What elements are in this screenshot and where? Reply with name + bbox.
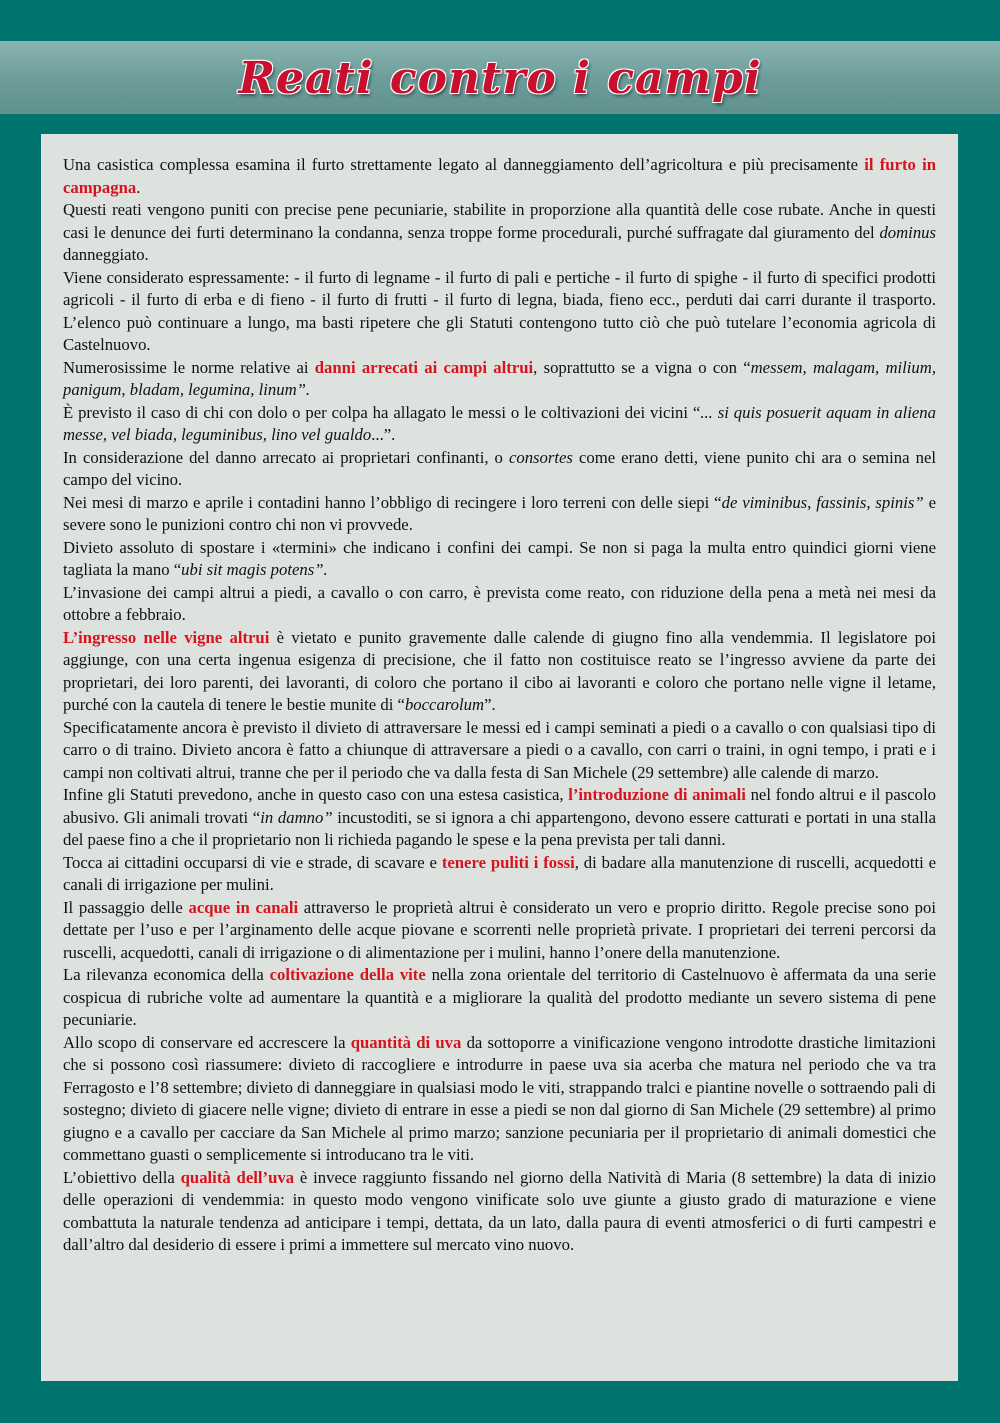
highlighted-phrase: quantità di uva [350, 1032, 462, 1052]
highlighted-phrase: danni arrecati ai campi altrui [314, 357, 534, 377]
latin-quote: dominus [879, 222, 936, 242]
text-run: Viene considerato espressamente: - il furto di legname - il furto di pali e pertiche - il furto di spighe - il furto di specifici prodotti agricoli - il furto di erba e di fieno - il furto di frutti - il furto di legna, biada, fieno ecc., perduti dai carri durante il trasporto. L’elenco può continuare a lungo, ma basti ripetere che gli Statuti contengono tutto ciò che può tutelare l’economia agricola di Castelnuovo. [63, 267, 936, 354]
paragraph [63, 267, 936, 357]
paragraph [63, 357, 936, 402]
latin-quote: messem, malagam, milium, panigum, bladam, legumina, linum”. [63, 357, 936, 399]
paragraph [63, 447, 936, 492]
paragraph [63, 852, 936, 897]
text-run: L’invasione dei campi altrui a piedi, a cavallo o con carro, è prevista come reato, con riduzione della pena a metà nei mesi da ottobre a febbraio. [63, 582, 936, 624]
text-panel [41, 134, 958, 1381]
text-run: da sottoporre a vinificazione vengono introdotte drastiche limitazioni che si possono così riassumere: divieto di raccogliere e introdurre in paese uva sia acerba che matura nel periodo che va tra Ferragosto e l’8 settembre; divieto di danneggiare in qualsiasi modo le viti, strappando tralci e piantine novelle o sottraendo pali di sostegno; divieto di giacere nelle vigne; divieto di entrare in esse a piedi se non dal giorno di San Michele (29 settembre) al primo giugno e a cavallo per cacciare da San Michele al primo marzo; sanzione pecuniaria per il proprietario di animali domestici che commettano guasti o semplicemente si introducano tra le viti. [63, 1032, 936, 1164]
text-run: È previsto il caso di chi con dolo o per colpa ha allagato le messi o le coltivazioni dei vicini “ [63, 402, 701, 422]
text-run: incustoditi, se si ignora a chi appartengono, devono essere catturati e portati in una stalla del paese fino a che il proprietario non li richieda pagando le spese e la pena prevista per tali danni. [63, 807, 936, 849]
latin-quote: consortes [508, 447, 573, 467]
text-run: Nei mesi di marzo e aprile i contadini hanno l’obbligo di recingere i loro terreni con delle siepi “ [63, 492, 722, 512]
text-run: , soprattutto se a vigna o con “ [533, 357, 751, 377]
text-run: Infine gli Statuti prevedono, anche in questo caso con una estesa casistica, [63, 785, 569, 804]
text-run: , di badare alla manutenzione di ruscelli, acquedotti e canali di irrigazione per mulini. [63, 852, 936, 894]
paragraph-list [63, 154, 936, 1257]
latin-quote: ... si quis posuerit aquam in aliena messe, vel biada, leguminibus, lino vel gualdo [63, 402, 936, 444]
text-run: nella zona orientale del territorio di Castelnuovo è affermata da una serie cospicua di rubriche volte ad aumentare la quantità e a migliorare la qualità del prodotto mediante un severo sistema di pene pecuniarie. [63, 965, 937, 1029]
paragraph [63, 1167, 936, 1257]
text-run: Divieto assoluto di spostare i «termini» che indicano i confini dei campi. Se non si paga la multa entro quindici giorni viene tagliata la mano “ [63, 537, 936, 579]
paragraph [63, 784, 936, 852]
text-run: ”. [484, 695, 496, 714]
text-run: nel fondo altrui e il pascolo abusivo. Gli animali trovati “ [63, 785, 936, 827]
text-run: danneggiato. [63, 245, 149, 264]
text-run: è vietato e punito gravemente dalle calende di giugno fino alla vendemmia. Il legislatore poi aggiunge, con una certa ingenua esigenza di precisione, che il fatto non costituisce reato se l’ingresso avviene da parte dei proprietari, dei loro parenti, dei lavoranti, di coloro che portano il cibo ai lavoranti e coloro che portano nelle vigne il letame, purché con la cautela di tenere le bestie munite di “ [63, 627, 936, 714]
text-run: . [136, 177, 141, 197]
latin-quote: de viminibus, fassinis, spinis” [721, 492, 924, 512]
latin-quote: boccarolum [404, 695, 485, 714]
text-run: è invece raggiunto fissando nel giorno della Natività di Maria (8 settembre) la data di inizio delle operazioni di vendemmia: in questo modo vengono vinificate solo uve giunte a giusto grado di maturazione e viene combattuta la naturale tendenza ad anticipare i tempi, dettata, da un lato, dalla paura di eventi atmosferici o di furti campestri e dall’altro dal desiderio di essere i primi a immettere sul mercato vino nuovo. [63, 1167, 936, 1254]
highlighted-phrase: il furto in campagna [63, 155, 936, 197]
text-run: Allo scopo di conservare ed accrescere la [63, 1032, 351, 1052]
page-title: Reati contro i campi [238, 52, 762, 104]
paragraph [63, 717, 936, 785]
text-run: come erano detti, viene punito chi ara o semina nel campo del vicino. [63, 447, 936, 489]
paragraph [63, 897, 936, 965]
highlighted-phrase: acque in canali [188, 897, 299, 917]
paragraph [63, 154, 936, 199]
text-run: Questi reati vengono puniti con precise pene pecuniarie, stabilite in proporzione alla quantità delle cose rubate. Anche in questi casi le denunce dei furti determinano la condanna, senza troppe forme procedurali, purché suffragate dal giuramento del [63, 200, 936, 242]
text-run: Numerosissime le norme relative ai [63, 357, 315, 377]
paragraph [63, 627, 936, 717]
text-run: Specificatamente ancora è previsto il divieto di attraversare le messi ed i campi seminati a piedi o a cavallo o con qualsiasi tipo di carro o di traino. Divieto ancora è fatto a chiunque di attraversare a piedi o a cavallo, con carri o traini, in ogni tempo, i prati e i campi non coltivati altrui, tranne che per il periodo che va dalla festa di San Michele (29 settembre) alle calende di marzo. [63, 717, 936, 782]
text-run: e severe sono le punizioni contro chi non vi provvede. [63, 492, 937, 534]
text-run: Tocca ai cittadini occuparsi di vie e strade, di scavare e [63, 852, 442, 872]
highlighted-phrase: L’ingresso nelle vigne altrui [63, 627, 270, 647]
text-run: La rilevanza economica della [63, 965, 270, 984]
latin-quote: ubi sit magis potens”. [181, 560, 328, 579]
latin-quote: in damno” [260, 807, 333, 827]
highlighted-phrase: l’introduzione di animali [568, 785, 746, 804]
paragraph [63, 964, 936, 1032]
highlighted-phrase: qualità dell’uva [180, 1167, 295, 1187]
paragraph [63, 582, 936, 627]
text-run: Una casistica complessa esamina il furto strettamente legato al danneggiamento dell’agricoltura e più precisamente [63, 155, 865, 174]
text-run: L’obiettivo della [63, 1167, 181, 1187]
text-run: In considerazione del danno arrecato ai proprietari confinanti, o [63, 447, 509, 467]
text-run: ...”. [371, 425, 396, 444]
paragraph [63, 402, 936, 447]
paragraph [63, 537, 936, 582]
text-run: Il passaggio delle [63, 897, 189, 917]
highlighted-phrase: tenere puliti i fossi [441, 852, 575, 872]
paragraph [63, 492, 936, 537]
paragraph [63, 1032, 936, 1167]
text-run: attraverso le proprietà altrui è considerato un vero e proprio diritto. Regole precise sono poi dettate per l’uso e per l’arginamento delle acque piovane e scorrenti nelle proprietà private. I proprietari dei terreni percorsi da ruscelli, acquedotti, canali di irrigazione o di alimentazione per i mulini, hanno l’onere della manutenzione. [63, 897, 937, 962]
highlighted-phrase: coltivazione della vite [269, 965, 426, 984]
paragraph [63, 199, 936, 267]
